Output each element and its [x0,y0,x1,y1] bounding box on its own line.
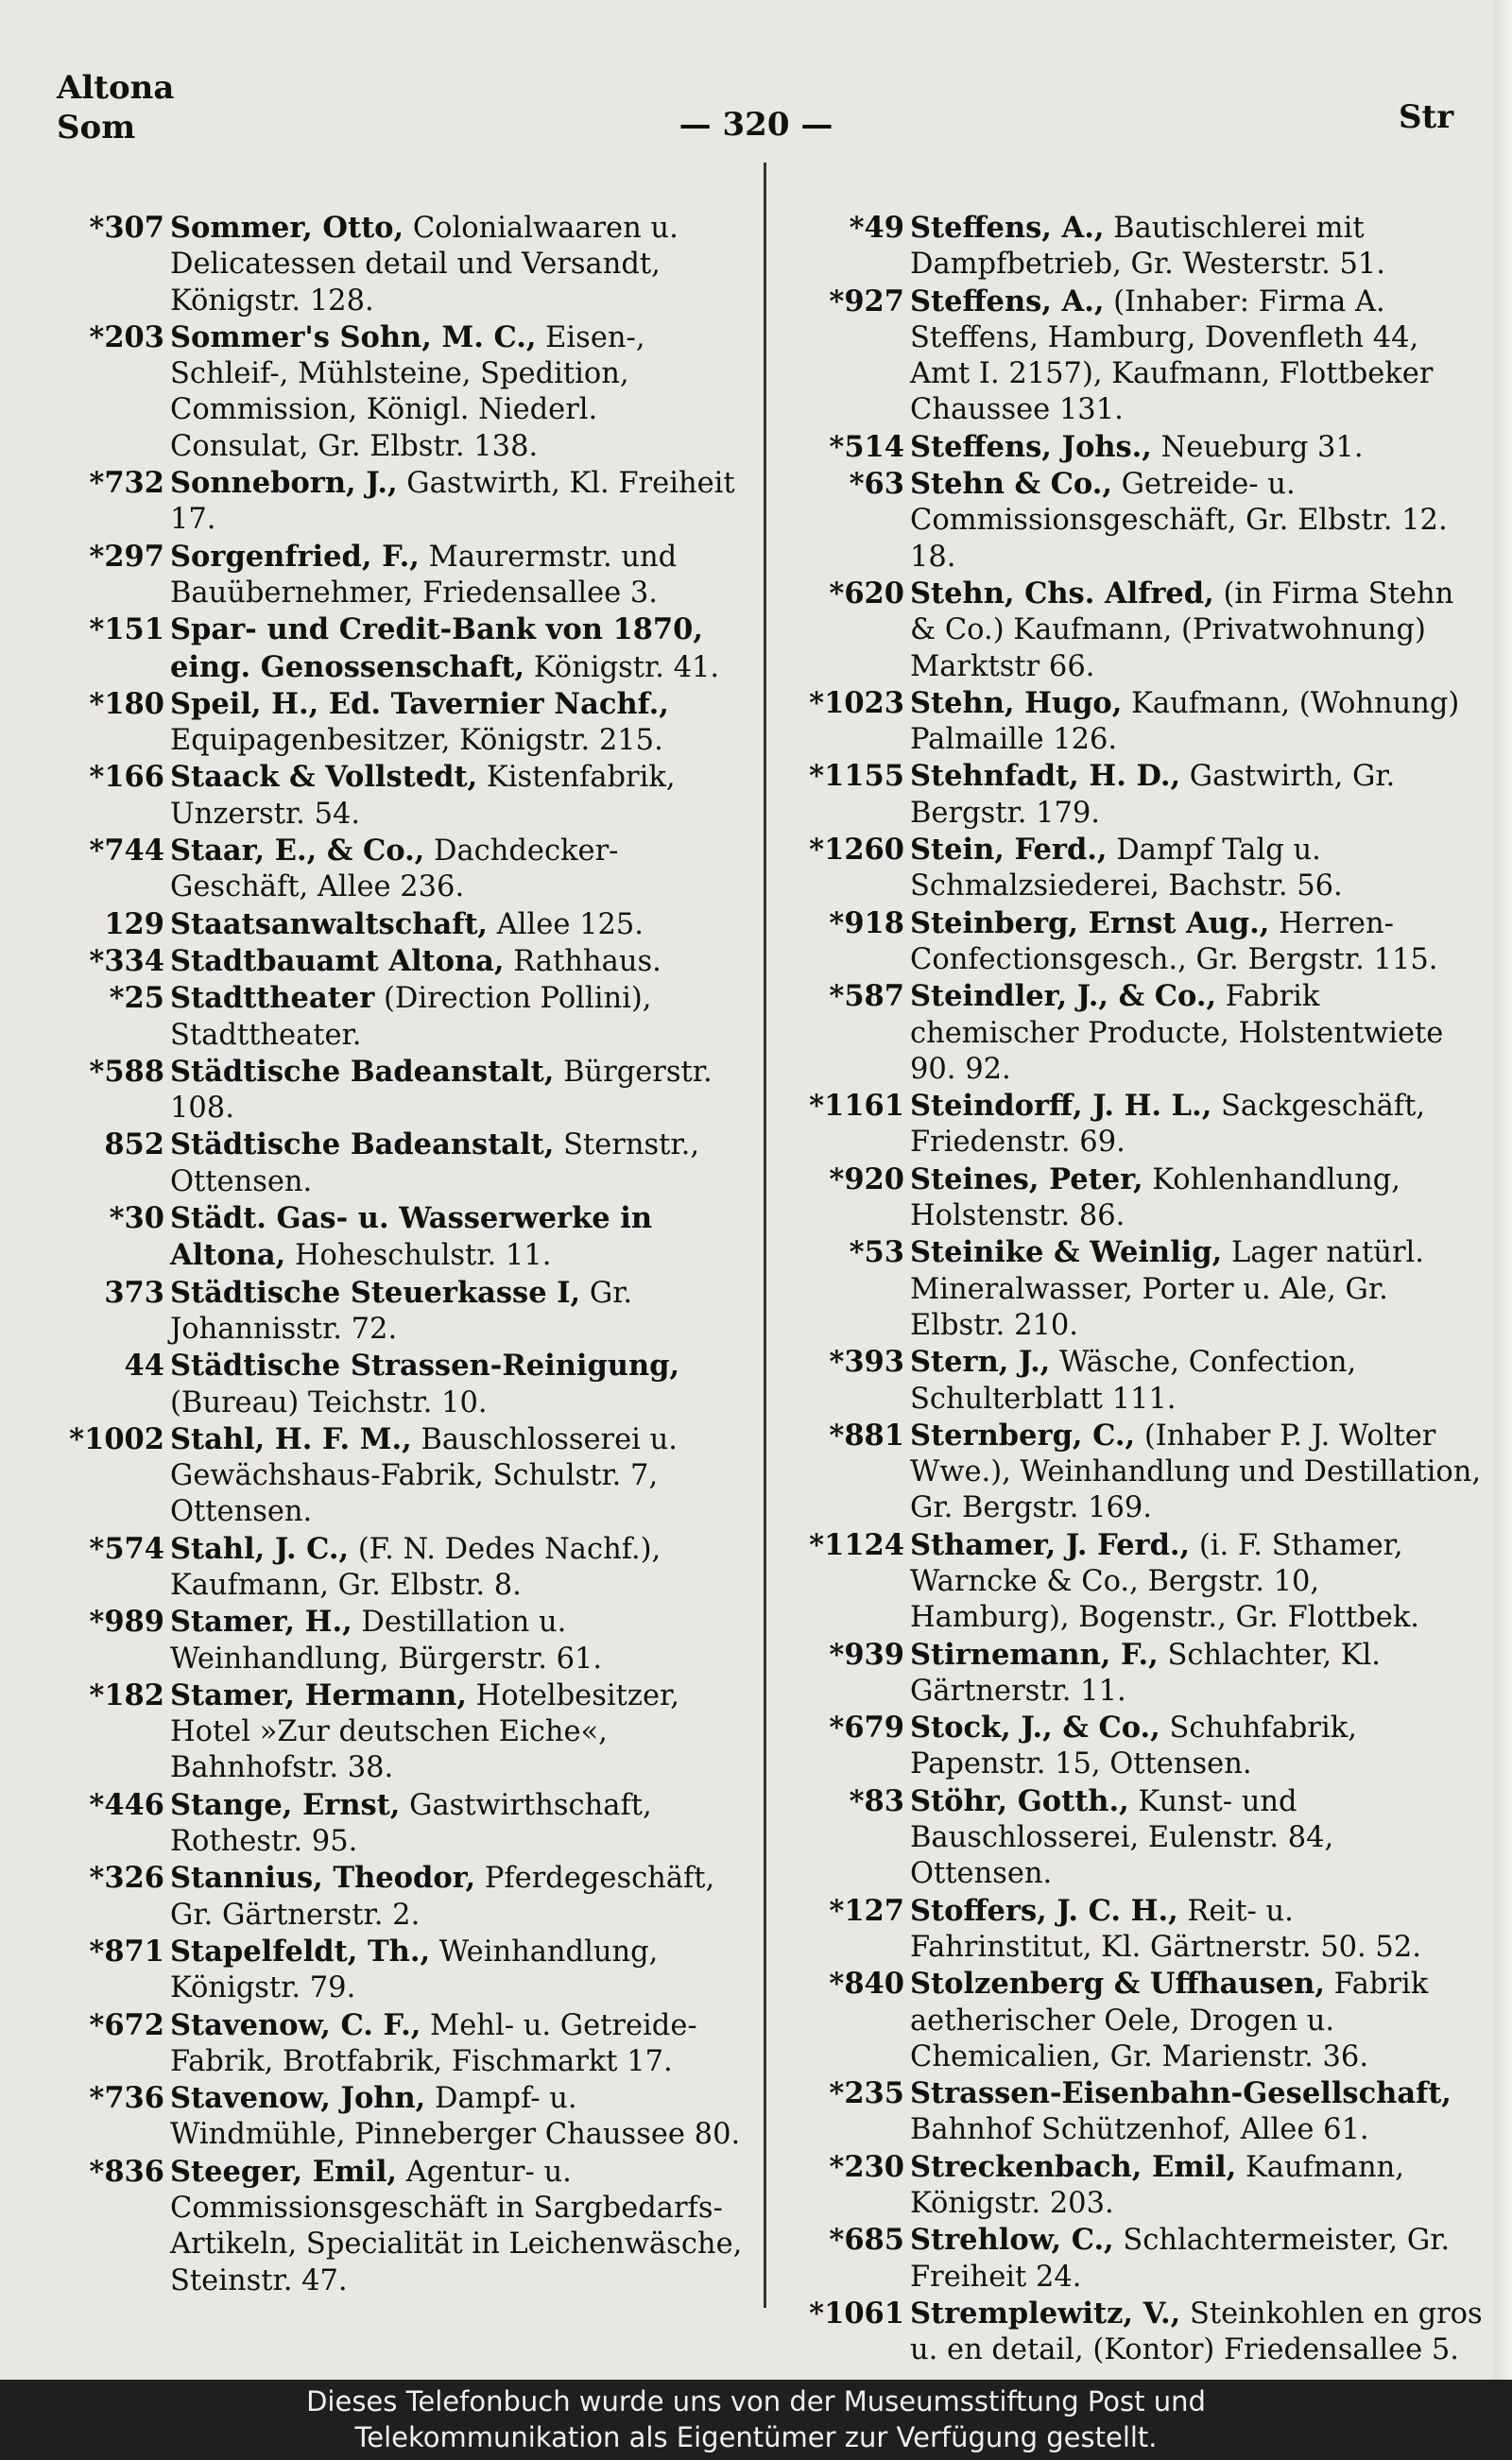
directory-entry [789,1637,1484,1711]
phone-number: *672 [89,2007,164,2042]
entry-name: Stadttheater [170,981,375,1016]
entry-details: Kaufmann, Königstr. 203. [910,2150,1404,2221]
directory-entry [49,943,744,980]
entry-name: Städtische Strassen-Reinigung, [170,1349,680,1384]
phone-number: *685 [829,2223,904,2258]
entry-name: Steffens, A., [910,211,1105,245]
directory-entry [49,686,744,760]
directory-entry [49,539,744,612]
entry-details: Gastwirthschaft, Rothestr. 95. [170,1788,652,1859]
phone-number: *1155 [809,759,904,794]
directory-entry [789,1088,1484,1161]
entry-name: Stavenow, C. F., [170,2007,421,2042]
entry-details: Colonialwaaren u. Delicatessen detail und Versandt, Königstr. 128. [170,212,679,318]
directory-entry [49,980,744,1054]
phone-number: *1124 [809,1527,904,1562]
entry-details: Steinkohlen en gros u. en detail, (Kontor) Friedensallee 5. [910,2297,1483,2367]
directory-entry [49,1860,744,1934]
entry-details: Neueburg 31. [1160,430,1364,464]
phone-number: *1002 [69,1421,164,1456]
right-column [789,210,1484,2369]
entry-details: Sternstr., Ottensen. [170,1128,700,1198]
directory-entry [49,906,744,943]
directory-entry [49,759,744,833]
entry-details: Bautischlerei mit Dampfbetrieb, Gr. Westerstr. 51. [910,212,1385,282]
entry-name: Steinike & Weinlig, [910,1235,1223,1270]
entry-name: Stahl, J. C., [170,1531,350,1566]
header-from-word: Som [57,109,136,146]
entry-details: Königstr. 41. [533,650,720,684]
entry-details: (F. N. Dedes Nachf.), Kaufmann, Gr. Elbstr. 8. [170,1532,662,1602]
directory-entry [789,2149,1484,2223]
phone-number: 373 [104,1275,164,1310]
phone-number: *736 [89,2081,164,2116]
entry-details: Dachdecker-Geschäft, Allee 236. [170,834,619,904]
entry-name: Steffens, A., [910,284,1105,318]
entry-name: Sternberg, C., [910,1418,1136,1453]
directory-entry [49,1275,744,1349]
directory-entry [49,1054,744,1127]
directory-entry [49,1934,744,2007]
directory-entry [789,685,1484,759]
phone-number: *297 [89,539,164,574]
entry-name: Stavenow, John, [170,2081,426,2116]
entry-name: Stamer, Hermann, [170,1677,467,1712]
entry-details: Lager natürl. Mineralwasser, Porter u. Ale, Gr. Elbstr. 210. [910,1236,1424,1342]
phone-number: *180 [89,686,164,721]
entry-details: Gr. Johannisstr. 72. [170,1276,633,1346]
phone-number: *1023 [809,685,904,720]
column-divider [764,163,766,2308]
phone-number: *63 [849,467,904,502]
entry-name: Steinberg, Ernst Aug., [910,905,1270,940]
phone-number: *620 [829,576,904,611]
phone-number: *587 [829,979,904,1014]
phone-number: *326 [89,1861,164,1896]
phone-number: *939 [829,1637,904,1672]
entry-name: Staar, E., & Co., [170,834,425,869]
entry-name: Sorgenfried, F., [170,539,420,574]
phone-number: *1061 [809,2296,904,2331]
phone-number: *83 [849,1783,904,1818]
phone-number: *871 [89,1934,164,1969]
directory-entry [49,1787,744,1861]
entry-details: Schlachtermeister, Gr. Freiheit 24. [910,2224,1451,2294]
entry-details: Sackgeschäft, Friedenstr. 69. [910,1090,1426,1160]
directory-entry [789,284,1484,429]
directory-entry [789,210,1484,284]
directory-entry [789,1418,1484,1527]
entry-details: Eisen-, Schleif-, Mühlsteine, Spedition, Commission, Königl. Niederl. Consulat, Gr. Elbstr. 138. [170,320,645,463]
entry-name: Stöhr, Gotth., [910,1783,1129,1818]
entry-details: (in Firma Stehn & Co.) Kaufmann, (Privatwohnung) Marktstr 66. [910,576,1454,683]
directory-entry [49,319,744,465]
directory-entry [789,429,1484,466]
entry-details: (Direction Pollini), Stadttheater. [170,982,652,1052]
entry-name: Stehn, Hugo, [910,685,1123,720]
entry-details: Mehl- u. Getreide-Fabrik, Brotfabrik, Fischmarkt 17. [170,2008,697,2078]
entry-name: Stapelfeldt, Th., [170,1934,431,1969]
directory-entry [789,1234,1484,1344]
entry-name: Stock, J., & Co., [910,1711,1160,1746]
directory-entry [789,1344,1484,1418]
entry-details: Fabrik chemischer Producte, Holstentwiete 90. 92. [910,980,1444,1086]
entry-details: Gastwirth, Gr. Bergstr. 179. [910,760,1396,830]
entry-name: Stadtbauamt Altona, [170,943,505,978]
directory-entry [789,466,1484,576]
directory-entry [49,1200,744,1275]
entry-details: Gastwirth, Kl. Freiheit 17. [170,467,735,537]
phone-number: *1161 [809,1089,904,1124]
entry-details: Rathhaus. [513,944,662,978]
entry-details: Fabrik aetherischer Oele, Drogen u. Chemicalien, Gr. Marienstr. 36. [910,1968,1429,2073]
entry-name: Stehn, Chs. Alfred, [910,576,1214,611]
phone-number: 129 [104,906,164,941]
phone-number: *574 [89,1531,164,1566]
entry-details: Destillation u. Weinhandlung, Bürgerstr. 61. [170,1606,603,1676]
footer-line-1: Dieses Telefonbuch wurde uns von der Museumsstiftung Post und [306,2385,1206,2417]
entry-details: Bürgerstr. 108. [170,1055,713,1126]
entry-name: Sonneborn, J., [170,466,398,501]
entry-details: Allee 125. [496,907,644,941]
entry-details: Hotelbesitzer, Hotel »Zur deutschen Eiche«, Bahnhofstr. 38. [170,1678,679,1785]
entry-name: Stehn & Co., [910,467,1112,502]
directory-entry [49,1421,744,1531]
phone-number: *203 [89,319,164,354]
entry-name: Spar- und Credit-Bank von 1870, eing. Genossenschaft, [170,612,703,684]
entry-name: Stirnemann, F., [910,1637,1159,1672]
entry-name: Speil, H., Ed. Tavernier Nachf., [170,686,669,721]
entry-name: Städtische Badeanstalt, [170,1127,555,1162]
entry-name: Strehlow, C., [910,2223,1114,2258]
phone-number: *927 [829,284,904,318]
footer-line-2: Telekommunikation als Eigentümer zur Verfügung gestellt. [354,2421,1158,2453]
phone-number: *989 [89,1605,164,1640]
entry-name: Staatsanwaltschaft, [170,906,489,941]
directory-entry [789,1527,1484,1637]
entry-name: Stehnfadt, H. D., [910,759,1181,794]
entry-details: Pferdegeschäft, Gr. Gärtnerstr. 2. [170,1862,715,1932]
directory-entry [789,2222,1484,2296]
entry-name: Sommer, Otto, [170,211,404,245]
footer-notice [0,2380,1512,2460]
phone-number: *881 [829,1418,904,1453]
entry-details: (Inhaber P. J. Wolter Wwe.), Weinhandlung und Destillation, Gr. Bergstr. 169. [910,1419,1482,1525]
directory-entry [789,1710,1484,1783]
phone-number: *446 [89,1787,164,1822]
phone-number: *151 [89,612,164,647]
entry-details: Schuhfabrik, Papenstr. 15, Ottensen. [910,1712,1357,1781]
entry-details: (Bureau) Teichstr. 10. [170,1385,488,1419]
phone-number: *514 [829,429,904,464]
directory-entry [49,465,744,539]
directory-entry [49,1604,744,1677]
phone-number: *588 [89,1054,164,1089]
phone-number: *53 [849,1235,904,1270]
phone-number: *840 [829,1967,904,2002]
entry-name: Städt. Gas- u. Wasserwerke in Altona, [170,1201,653,1273]
directory-entry [49,1531,744,1605]
directory-entry [789,1893,1484,1967]
directory-entry [49,2080,744,2154]
phone-number: *679 [829,1711,904,1746]
directory-entry [49,2007,744,2081]
page-number: — 320 — [679,106,833,144]
entry-details: Bauschlosserei u. Gewächshaus-Fabrik, Schulstr. 7, Ottensen. [170,1422,678,1529]
phone-number: *307 [89,211,164,245]
phone-number: *49 [849,211,904,245]
left-column [49,210,744,2299]
entry-name: Steines, Peter, [910,1161,1143,1196]
entry-details: Schlachter, Kl. Gärtnerstr. 11. [910,1638,1381,1708]
directory-entry [49,833,744,906]
entry-name: Stahl, H. F. M., [170,1421,412,1456]
directory-entry [789,832,1484,905]
phone-number: *918 [829,905,904,940]
entry-details: Hoheschulstr. 11. [294,1239,552,1273]
phone-number: *393 [829,1345,904,1380]
entry-name: Stoffers, J. C. H., [910,1893,1178,1928]
directory-entry [789,758,1484,832]
entry-name: Stolzenberg & Uffhausen, [910,1967,1325,2002]
entry-details: Weinhandlung, Königstr. 79. [170,1935,659,2005]
entry-name: Strassen-Eisenbahn-Gesellschaft, [910,2076,1452,2111]
phone-number: *166 [89,760,164,795]
phone-number: *744 [89,834,164,869]
entry-details: Kunst- und Bauschlosserei, Eulenstr. 84, Ottensen. [910,1784,1334,1891]
directory-entry [789,2296,1484,2369]
phone-number: *127 [829,1893,904,1928]
entry-details: Herren-Confectionsgesch., Gr. Bergstr. 115. [910,906,1438,976]
entry-name: Streckenbach, Emil, [910,2149,1237,2184]
entry-details: Wäsche, Confection, Schulterblatt 111. [910,1346,1357,1416]
phone-number: *235 [829,2076,904,2111]
phone-number: 44 [124,1349,164,1384]
entry-name: Steindorff, J. H. L., [910,1089,1212,1124]
phone-number: *30 [109,1201,164,1236]
entry-details: Equipagenbesitzer, Königstr. 215. [170,724,663,758]
entry-details: Getreide- u. Commissionsgeschäft, Gr. Elbstr. 12. 18. [910,468,1448,574]
directory-entry [49,611,744,686]
entry-details: Kaufmann, (Wohnung) Palmaille 126. [910,686,1460,757]
phone-number: *334 [89,943,164,978]
running-header-left [57,68,174,147]
entry-name: Sthamer, J. Ferd., [910,1527,1191,1562]
directory-entry [789,1161,1484,1235]
entry-details: (i. F. Sthamer, Warncke & Co., Bergstr. 10, Hamburg), Bogenstr., Gr. Flottbek. [910,1528,1420,1635]
entry-name: Städtische Steuerkasse I, [170,1275,581,1310]
phone-number: 852 [104,1127,164,1162]
entry-name: Stange, Ernst, [170,1787,401,1822]
entry-name: Steindler, J., & Co., [910,979,1217,1014]
entry-details: Maurermstr. und Bauübernehmer, Friedensallee 3. [170,540,678,610]
entry-details: Kistenfabrik, Unzerstr. 54. [170,761,676,831]
entry-details: Agentur- u. Commissionsgeschäft in Sargbedarfs-Artikeln, Specialität in Leichenwäsche, Steinstr. 47. [170,2155,743,2297]
header-place: Altona [57,69,175,107]
entry-name: Stern, J., [910,1345,1051,1380]
directory-entry [789,978,1484,1088]
directory-entry [49,1348,744,1421]
directory-entry [789,1966,1484,2075]
entry-details: Reit- u. Fahrinstitut, Kl. Gärtnerstr. 50. 52. [910,1894,1421,1964]
entry-name: Stein, Ferd., [910,833,1108,868]
entry-details: Dampf- u. Windmühle, Pinneberger Chaussee 80. [170,2082,741,2152]
directory-entry [49,210,744,319]
entry-name: Stamer, H., [170,1605,352,1640]
directory-entry [789,576,1484,685]
directory-entry [49,1677,744,1787]
phone-number: *920 [829,1161,904,1196]
directory-entry [789,1783,1484,1893]
directory-entry [789,2075,1484,2149]
entry-details: Kohlenhandlung, Holstenstr. 86. [910,1162,1400,1233]
phone-number: *732 [89,466,164,501]
directory-entry [49,2154,744,2299]
phone-number: *182 [89,1677,164,1712]
phone-number: *836 [89,2154,164,2189]
page-edge [1493,0,1512,2380]
entry-details: (Inhaber: Firma A. Steffens, Hamburg, Dovenfleth 44, Amt I. 2157), Kaufmann, Flottbeker Chaussee 131. [910,284,1434,427]
phone-number: *1260 [809,833,904,868]
entry-name: Steeger, Emil, [170,2154,398,2189]
entry-details: Bahnhof Schützenhof, Allee 61. [910,2113,1369,2147]
entry-name: Steffens, Johs., [910,429,1152,464]
header-to-word: Str [1399,98,1454,136]
directory-entry [789,905,1484,979]
phone-number: *230 [829,2149,904,2184]
directory-entry [49,1127,744,1200]
entry-name: Sommer's Sohn, M. C., [170,319,537,354]
entry-name: Stannius, Theodor, [170,1861,476,1896]
entry-name: Städtische Badeanstalt, [170,1054,555,1089]
entry-name: Stremplewitz, V., [910,2296,1181,2331]
phone-number: *25 [109,981,164,1016]
entry-details: Dampf Talg u. Schmalzsiederei, Bachstr. 56. [910,834,1343,903]
entry-name: Staack & Vollstedt, [170,760,478,795]
